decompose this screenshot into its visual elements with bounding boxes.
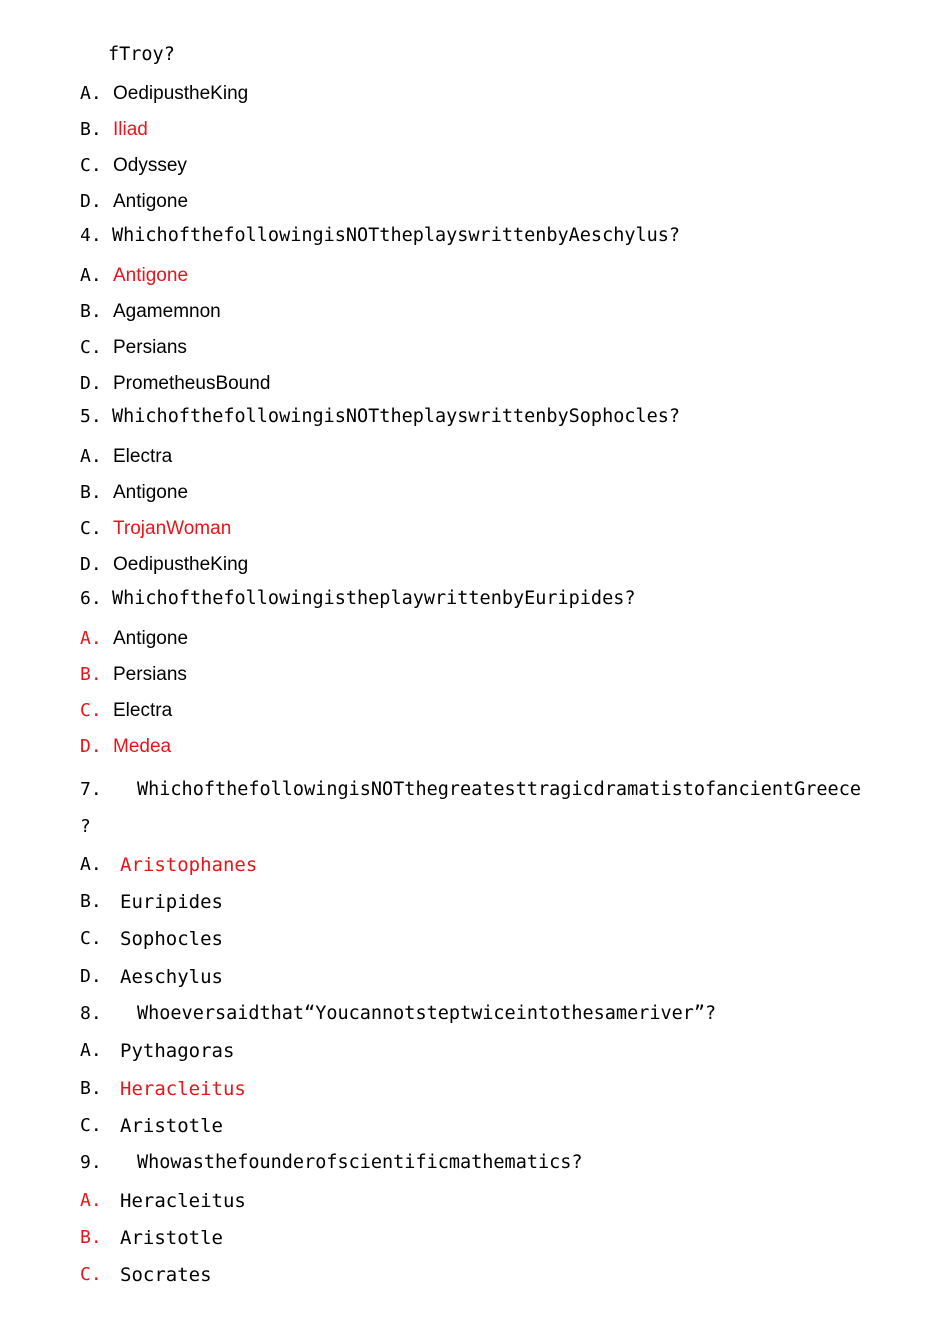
- option-marker: A.: [80, 628, 102, 649]
- option-text: Heracleitus: [120, 1190, 246, 1212]
- option-marker: D.: [80, 736, 102, 757]
- option-marker: B.: [80, 482, 102, 503]
- option-text-answer: Aristophanes: [120, 854, 258, 876]
- option-marker: B.: [80, 891, 102, 912]
- option-marker: A.: [80, 1190, 102, 1211]
- option-text: Agamemnon: [113, 301, 221, 322]
- option-marker: D.: [80, 966, 102, 987]
- question-number: 9.: [80, 1152, 102, 1173]
- option-text-answer: Heracleitus: [120, 1078, 246, 1100]
- question-text-wrap: ?: [80, 816, 91, 837]
- question-3-continuation: fTroy?: [108, 44, 175, 65]
- option-marker: B.: [80, 301, 102, 322]
- question-number: 4.: [80, 225, 102, 246]
- option-marker: D.: [80, 191, 102, 212]
- option-marker: B.: [80, 119, 102, 140]
- option-marker: A.: [80, 265, 102, 286]
- option-marker: C.: [80, 337, 102, 358]
- option-marker: C.: [80, 155, 102, 176]
- option-marker: C.: [80, 700, 102, 721]
- option-marker: B.: [80, 664, 102, 685]
- option-text: Electra: [113, 700, 173, 721]
- option-marker: C.: [80, 518, 102, 539]
- question-number: 7.: [80, 779, 102, 800]
- option-text: Antigone: [113, 191, 189, 212]
- question-text: Whoeversaidthat“Youcannotsteptwiceintothesameriver”?: [137, 1003, 717, 1024]
- option-text-answer: TrojanWoman: [113, 518, 232, 539]
- option-text-answer: Medea: [113, 736, 172, 757]
- question-number: 5.: [80, 406, 102, 427]
- option-text: Aristotle: [120, 1115, 223, 1137]
- option-text-answer: Iliad: [113, 119, 148, 140]
- option-text: Persians: [113, 664, 187, 685]
- option-marker: A.: [80, 1040, 102, 1061]
- option-text: OedipustheKing: [113, 554, 249, 575]
- option-text: Aristotle: [120, 1227, 223, 1249]
- option-marker: B.: [80, 1078, 102, 1099]
- option-text-answer: Antigone: [113, 265, 189, 286]
- option-text: Odyssey: [113, 155, 187, 176]
- option-text: PrometheusBound: [113, 373, 271, 394]
- option-marker: B.: [80, 1227, 102, 1248]
- question-text: WhichofthefollowingisNOTtheplayswrittenbyAeschylus?: [112, 225, 681, 246]
- question-text: WhichofthefollowingisNOTthegreatesttragicdramatistofancientGreece: [137, 779, 861, 800]
- option-text: Sophocles: [120, 928, 223, 950]
- option-marker: D.: [80, 554, 102, 575]
- question-text: WhichofthefollowingisNOTtheplayswrittenbySophocles?: [112, 406, 681, 427]
- option-marker: C.: [80, 928, 102, 949]
- question-text: Whowasthefounderofscientificmathematics?: [137, 1152, 583, 1173]
- option-text: Persians: [113, 337, 187, 358]
- option-text: Euripides: [120, 891, 223, 913]
- option-marker: C.: [80, 1115, 102, 1136]
- option-text: Socrates: [120, 1264, 212, 1286]
- question-number: 8.: [80, 1003, 102, 1024]
- option-marker: A.: [80, 83, 102, 104]
- option-text: Antigone: [113, 482, 189, 503]
- question-text: WhichofthefollowingistheplaywrittenbyEuripides?: [112, 588, 636, 609]
- option-text: Antigone: [113, 628, 189, 649]
- option-text: Aeschylus: [120, 966, 223, 988]
- question-number: 6.: [80, 588, 102, 609]
- option-marker: D.: [80, 373, 102, 394]
- option-text: Pythagoras: [120, 1040, 235, 1062]
- option-marker: A.: [80, 446, 102, 467]
- option-marker: C.: [80, 1264, 102, 1285]
- option-text: OedipustheKing: [113, 83, 249, 104]
- option-marker: A.: [80, 854, 102, 875]
- option-text: Electra: [113, 446, 173, 467]
